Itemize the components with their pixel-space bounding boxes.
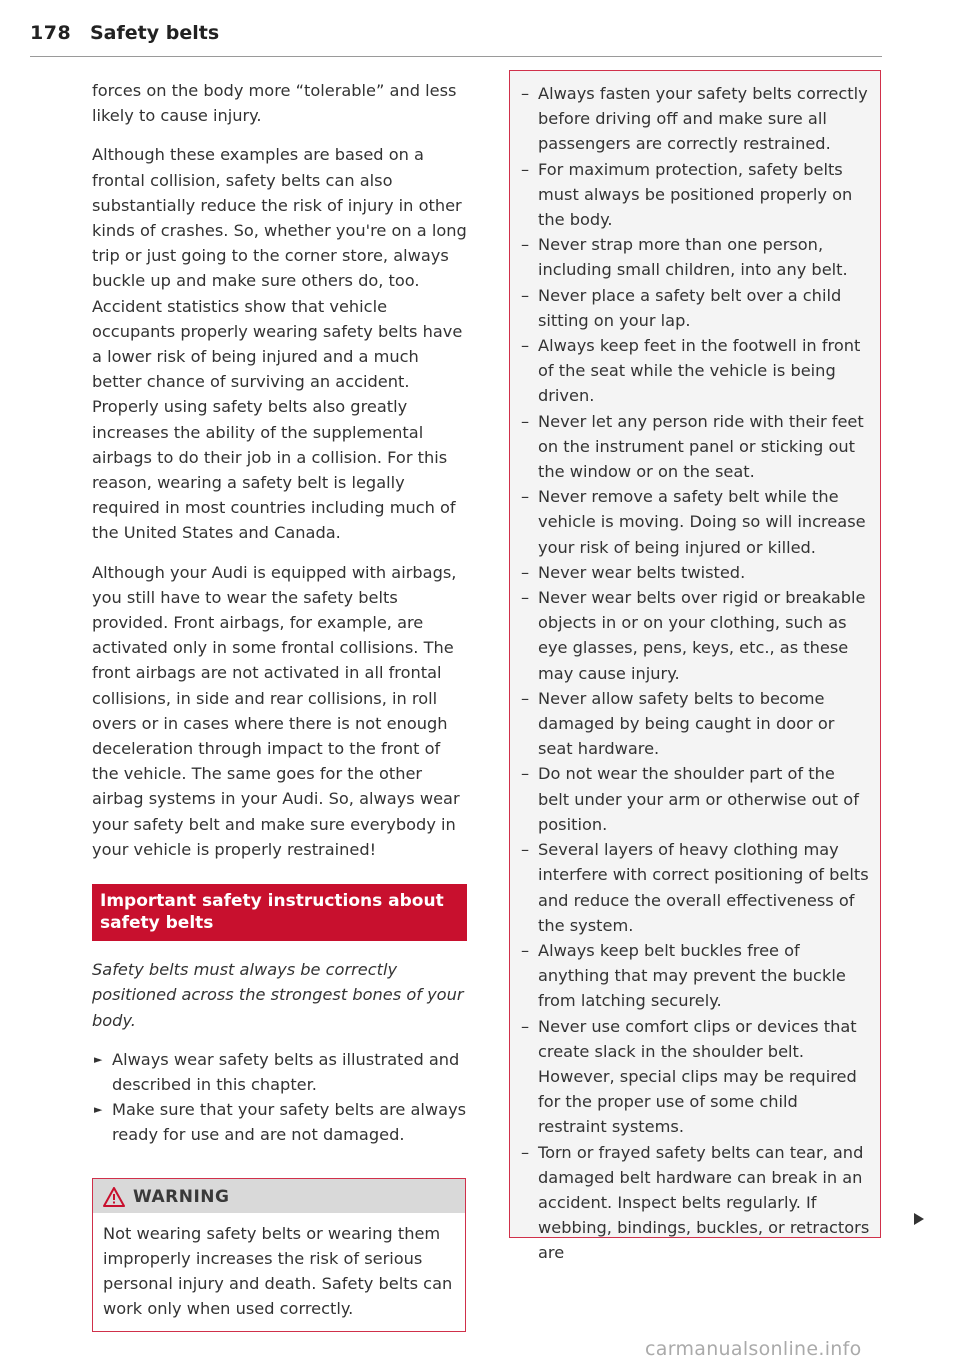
list-item — [520, 1140, 870, 1266]
list-item — [520, 283, 870, 333]
page-header — [30, 22, 882, 57]
dash-bullet: – — [521, 688, 530, 708]
dash-bullet: – — [521, 588, 530, 608]
section-title: Safety belts — [90, 22, 220, 44]
list-item-text: Always fasten your safety belts correctly before driving off and make sure all passengers are correctly restrained. — [538, 84, 868, 154]
arrow-bullet-icon: ► — [94, 1103, 103, 1117]
list-item-text: Never allow safety belts to become damaged by being caught in door or seat hardware. — [538, 688, 835, 759]
list-item — [520, 81, 870, 157]
left-column — [92, 78, 467, 1332]
dash-bullet: – — [521, 84, 530, 103]
dash-bullet: – — [521, 840, 530, 860]
warning-text: Not wearing safety belts or wearing them improperly increases the risk of serious personal injury and death. Safety belts can work only when used correctly. — [103, 1223, 453, 1319]
list-item — [520, 837, 870, 938]
dash-bullet: – — [521, 562, 530, 582]
warning-triangle-icon — [103, 1187, 125, 1207]
list-item-text: Several layers of heavy clothing may interfere with correct positioning of belts and reduce the overall effectiveness of the system. — [538, 840, 869, 935]
dash-bullet: – — [521, 285, 530, 305]
warning-title: WARNING — [133, 1186, 230, 1207]
list-item-text: Never let any person ride with their feet on the instrument panel or sticking out the window or on the seat. — [538, 411, 864, 482]
list-item — [520, 232, 870, 282]
dash-bullet: – — [521, 1142, 530, 1162]
dash-bullet: – — [521, 940, 530, 960]
list-item-text: Never place a safety belt over a child sitting on your lap. — [538, 285, 842, 330]
dash-bullet: – — [521, 235, 530, 255]
list-item — [92, 1097, 467, 1147]
list-item-text: Do not wear the shoulder part of the belt under your arm or otherwise out of position. — [538, 764, 859, 834]
dash-bullet: – — [521, 411, 530, 431]
dash-bullet: – — [521, 1016, 530, 1036]
body-paragraph: Although your Audi is equipped with airbags, you still have to wear the safety belts provided. Front airbags, for example, are activated only in some frontal collisions. The front airbags are not activated in all frontal collisions, in side and rear collisions, in roll overs or in cases where there is not enough deceleration through impact to the front of the vehicle. The same goes for the other airbag systems in your Audi. So, always wear your safety belt and make sure everybody in your vehicle is properly restrained! — [92, 562, 460, 859]
list-item — [520, 761, 870, 837]
warning-header — [93, 1179, 465, 1213]
dash-bullet: – — [521, 487, 530, 507]
body-paragraph: Although these examples are based on a frontal collision, safety belts can also substantially reduce the risk of injury in other kinds of crashes. So, whether you're on a long trip or just going to the corner store, always buckle up and make sure others do, too. Accident statistics show that vehicle occupants properly wearing safety belts have a lower risk of being injured and a much better chance of surviving an accident. Properly using safety belts also greatly increases the ability of the supplemental airbags to do their job in a collision. For this reason, wearing a safety belt is legally required in most countries including much of the United States and Canada. — [92, 145, 467, 543]
list-item-text: Torn or frayed safety belts can tear, and damaged belt hardware can break in an accident. Inspect belts regularly. If webbing, bindings, buckles, or retractors are — [538, 1142, 870, 1263]
list-item — [520, 333, 870, 409]
list-item — [520, 585, 870, 686]
page-number: 178 — [30, 22, 72, 44]
list-item — [520, 560, 870, 585]
list-item — [520, 1014, 870, 1140]
list-item-text: Never strap more than one person, including small children, into any belt. — [538, 235, 848, 280]
list-item — [92, 1047, 467, 1097]
list-item-text: Never use comfort clips or devices that create slack in the shoulder belt. However, special clips may be required for the proper use of some child restraint systems. — [538, 1016, 857, 1137]
section-heading: Important safety instructions about safety belts — [92, 884, 467, 941]
list-item-text: Always keep belt buckles free of anything that may prevent the buckle from latching securely. — [538, 940, 846, 1011]
body-paragraph: forces on the body more “tolerable” and less likely to cause injury. — [92, 81, 457, 126]
list-item-text: Always wear safety belts as illustrated and described in this chapter. — [112, 1049, 460, 1094]
list-item — [520, 157, 870, 233]
dash-bullet: – — [521, 336, 530, 356]
list-item-text: Make sure that your safety belts are always ready for use and are not damaged. — [112, 1100, 467, 1145]
list-item-text: For maximum protection, safety belts must always be positioned properly on the body. — [538, 159, 853, 230]
list-item — [520, 938, 870, 1014]
list-item — [520, 409, 870, 485]
list-item-text: Always keep feet in the footwell in front of the seat while the vehicle is being driven. — [538, 336, 861, 406]
dash-bullet: – — [521, 764, 530, 784]
list-item-text: Never remove a safety belt while the vehicle is moving. Doing so will increase your risk of being injured or killed. — [538, 487, 866, 557]
arrow-bullet-icon: ► — [94, 1052, 103, 1066]
warning-continuation-box — [509, 70, 881, 1263]
warning-list — [520, 81, 870, 1266]
list-item — [520, 484, 870, 560]
continue-arrow-icon — [914, 1213, 924, 1225]
list-item-text: Never wear belts over rigid or breakable objects in or on your clothing, such as eye glasses, pens, keys, etc., as these may cause injury. — [538, 588, 866, 683]
instruction-list — [92, 1047, 467, 1148]
watermark: carmanualsonline.info — [645, 1338, 862, 1360]
warning-box — [92, 1178, 466, 1333]
list-item — [520, 686, 870, 762]
dash-bullet: – — [521, 159, 530, 179]
intro-text: Safety belts must always be correctly positioned across the strongest bones of your body. — [92, 960, 464, 1030]
list-item-text: Never wear belts twisted. — [538, 562, 746, 582]
